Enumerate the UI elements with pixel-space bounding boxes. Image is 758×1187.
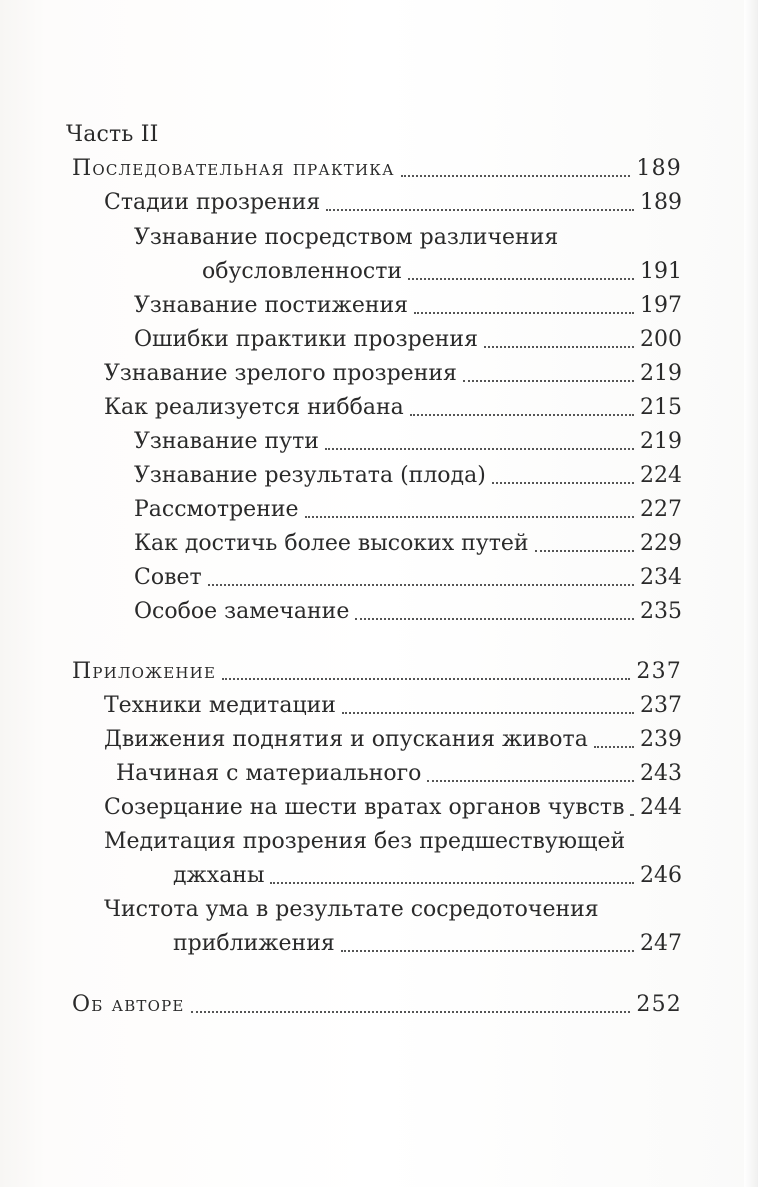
toc-entry-insight-practice-errors[interactable] bbox=[134, 323, 682, 357]
dot-leader bbox=[408, 278, 634, 280]
entry-title-line1: Узнавание посредством различения bbox=[134, 225, 559, 250]
page-number: 219 bbox=[640, 361, 682, 386]
entry-title: Стадии прозрения bbox=[104, 190, 321, 215]
page-number: 224 bbox=[640, 463, 682, 488]
entry-title: приближения bbox=[173, 931, 335, 956]
page-number: 219 bbox=[640, 429, 682, 454]
toc-entry-rising-falling[interactable] bbox=[104, 723, 682, 757]
entry-title-line1: Чистота ума в результате сосредоточения bbox=[104, 897, 599, 922]
entry-title: Приложение bbox=[72, 659, 217, 684]
page-number: 229 bbox=[640, 531, 682, 556]
entry-title: Как достичь более высоких путей bbox=[134, 531, 529, 556]
dot-leader bbox=[401, 175, 631, 177]
page-number: 237 bbox=[640, 693, 682, 718]
toc-entry-six-sense-doors[interactable] bbox=[104, 791, 682, 825]
entry-title: Последовательная практика bbox=[72, 156, 395, 181]
toc-entry-meditation-techniques[interactable] bbox=[104, 689, 682, 723]
page-number: 243 bbox=[640, 761, 682, 786]
entry-title: Как реализуется ниббана bbox=[104, 395, 404, 420]
entry-title: Узнавание результата (плода) bbox=[134, 463, 486, 488]
toc-entry-special-note[interactable] bbox=[134, 595, 682, 629]
page-number: 191 bbox=[640, 259, 682, 284]
entry-title: Начиная с материального bbox=[116, 761, 422, 786]
toc-entry-knowledge-conditionality[interactable] bbox=[202, 255, 682, 289]
page-number: 197 bbox=[640, 293, 682, 318]
entry-title: Ошибки практики прозрения bbox=[134, 327, 478, 352]
entry-title: Узнавание пути bbox=[134, 429, 319, 454]
toc-entry-nibbana[interactable] bbox=[104, 391, 682, 425]
page-number: 237 bbox=[636, 659, 682, 684]
entry-title: Движения поднятия и опускания живота bbox=[104, 727, 588, 752]
toc-entry-fruition-knowledge[interactable] bbox=[134, 459, 682, 493]
dot-leader bbox=[341, 950, 634, 952]
dot-leader bbox=[326, 209, 634, 211]
entry-title: Техники медитации bbox=[104, 693, 336, 718]
toc-entry-knowledge-comprehension[interactable] bbox=[134, 289, 682, 323]
toc-entry-sequential-practice[interactable] bbox=[72, 152, 682, 186]
dot-leader bbox=[463, 380, 634, 382]
toc-entry-advice[interactable] bbox=[134, 561, 682, 595]
part-heading: Часть II bbox=[66, 122, 159, 147]
page-number: 189 bbox=[640, 190, 682, 215]
entry-title: Особое замечание bbox=[134, 599, 350, 624]
dot-leader bbox=[222, 678, 630, 680]
toc-entry-insight-without-jhana[interactable] bbox=[173, 859, 682, 893]
toc-entry-access-concentration[interactable] bbox=[173, 927, 682, 961]
entry-title: джханы bbox=[173, 863, 265, 888]
dot-leader bbox=[270, 882, 634, 884]
entry-title: Об авторе bbox=[72, 992, 185, 1017]
toc-entry-path-knowledge[interactable] bbox=[134, 425, 682, 459]
dot-leader bbox=[325, 448, 634, 450]
toc-entry-starting-material[interactable] bbox=[116, 757, 682, 791]
dot-leader bbox=[630, 814, 634, 816]
toc-entry-appendix[interactable] bbox=[72, 655, 682, 689]
page-number: 227 bbox=[640, 497, 682, 522]
toc-entry-higher-paths[interactable] bbox=[134, 527, 682, 561]
dot-leader bbox=[355, 618, 634, 620]
toc-entry-reviewing[interactable] bbox=[134, 493, 682, 527]
dot-leader bbox=[208, 584, 634, 586]
toc-entry-mature-insight[interactable] bbox=[104, 357, 682, 391]
dot-leader bbox=[305, 516, 634, 518]
entry-title: Созерцание на шести вратах органов чувств bbox=[104, 795, 625, 820]
entry-title-line1: Медитация прозрения без предшествующей bbox=[104, 829, 626, 854]
entry-title: Рассмотрение bbox=[134, 497, 299, 522]
toc-entry-stages-of-insight[interactable] bbox=[104, 186, 682, 220]
dot-leader bbox=[191, 1011, 631, 1013]
toc-entry-about-author[interactable] bbox=[72, 988, 682, 1022]
dot-leader bbox=[535, 550, 634, 552]
page-number: 215 bbox=[640, 395, 682, 420]
page-number: 247 bbox=[640, 931, 682, 956]
dot-leader bbox=[414, 312, 634, 314]
dot-leader bbox=[484, 346, 634, 348]
dot-leader bbox=[427, 780, 634, 782]
entry-title: Совет bbox=[134, 565, 202, 590]
page-number: 189 bbox=[636, 156, 682, 181]
dot-leader bbox=[342, 712, 634, 714]
entry-title: Узнавание постижения bbox=[134, 293, 409, 318]
dot-leader bbox=[492, 482, 634, 484]
dot-leader bbox=[410, 414, 634, 416]
page-number: 235 bbox=[640, 599, 682, 624]
page-number: 244 bbox=[640, 795, 682, 820]
dot-leader bbox=[594, 746, 634, 748]
entry-title: обусловленности bbox=[202, 259, 403, 284]
page-number: 234 bbox=[640, 565, 682, 590]
page-number: 246 bbox=[640, 863, 682, 888]
page-number: 200 bbox=[640, 327, 682, 352]
entry-title: Узнавание зрелого прозрения bbox=[104, 361, 457, 386]
page-number: 239 bbox=[640, 727, 682, 752]
page-number: 252 bbox=[636, 992, 682, 1017]
